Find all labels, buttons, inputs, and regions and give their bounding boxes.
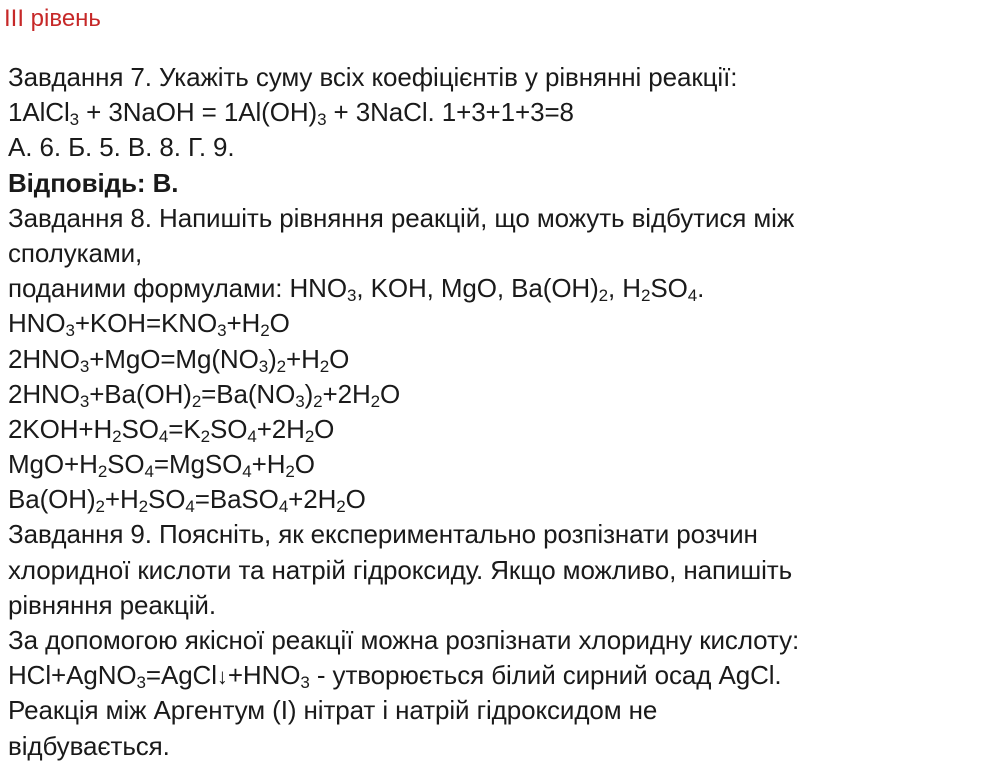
text-segment: +MgO=Mg(NO: [89, 343, 259, 374]
text-segment: сполуками,: [8, 237, 143, 268]
text-segment: =AgCl: [145, 660, 217, 691]
subscript: 4: [158, 426, 169, 446]
subscript: 2: [191, 391, 202, 411]
subscript: 4: [278, 497, 289, 517]
text-line-task8-eq-1: [8, 306, 988, 341]
text-segment: рівняння реакцій.: [8, 589, 216, 620]
text-segment: +H: [226, 308, 261, 339]
text-segment: + 3NaCl. 1+3+1+3=8: [326, 97, 574, 128]
text-line-task8-eq-2: [8, 342, 988, 377]
text-segment: - утворюється білий сирний осад AgCl.: [309, 660, 782, 691]
subscript: 2: [276, 356, 286, 376]
subscript: 2: [319, 356, 330, 376]
text-segment: хлоридної кислоти та натрій гідроксиду. Якщо можливо, напишіть: [8, 554, 793, 585]
text-segment: Реакція між Аргентум (I) нітрат і натрій гідроксидом не: [8, 695, 658, 726]
text-segment: Завдання 9. Поясніть, як експериментально розпізнати розчин: [8, 519, 758, 550]
subscript: 3: [217, 321, 227, 341]
subscript: 3: [346, 286, 357, 306]
text-line-task9-question-2: [8, 553, 988, 588]
text-segment: відбувається.: [8, 730, 170, 761]
text-line-task9-answer-4: [8, 729, 988, 764]
text-segment: =K: [168, 413, 201, 444]
subscript: 4: [144, 462, 154, 482]
text-line-task8-question-2: [8, 236, 988, 271]
text-segment: ): [304, 378, 314, 409]
subscript: 4: [687, 286, 698, 306]
subscript: 4: [247, 426, 257, 446]
subscript: 3: [258, 356, 269, 376]
text-segment: За допомогою якісної реакції можна розпізнати хлоридну кислоту:: [8, 625, 800, 655]
text-line-task9-question-3: [8, 588, 988, 623]
subscript: 3: [317, 110, 327, 130]
text-segment: O: [379, 378, 401, 409]
text-segment: HCl+AgNO: [8, 660, 137, 691]
subscript: 2: [336, 497, 346, 517]
text-line-task8-eq-4: [8, 412, 988, 447]
text-line-task7-question: [8, 60, 988, 95]
subscript: 3: [65, 321, 75, 341]
text-segment: +2H: [288, 484, 337, 515]
subscript: 2: [598, 286, 609, 306]
text-segment: Відповідь: В.: [8, 167, 179, 198]
text-line-task8-eq-5: [8, 447, 988, 482]
text-line-task7-options: [8, 130, 988, 165]
text-segment: 2HNO: [8, 343, 80, 374]
precipitate-arrow: ↓: [216, 664, 228, 690]
text-segment: O: [314, 413, 335, 444]
subscript: 2: [313, 391, 323, 411]
text-line-task8-eq-3: [8, 377, 988, 412]
text-segment: +H: [104, 484, 139, 515]
text-segment: + 3NaOH = 1Al(OH): [79, 97, 318, 128]
text-segment: =MgSO: [153, 449, 243, 480]
subscript: 3: [69, 110, 79, 130]
subscript: 4: [185, 497, 195, 517]
subscript: 2: [370, 391, 380, 411]
text-segment: O: [345, 484, 366, 515]
text-segment: O: [329, 343, 350, 374]
text-segment: поданими формулами: HNO: [8, 273, 347, 304]
text-segment: , H: [608, 273, 641, 304]
text-segment: SO: [209, 413, 248, 444]
subscript: 2: [285, 462, 295, 482]
text-segment: +Ba(OH): [89, 378, 192, 409]
text-segment: Ba(OH): [8, 484, 96, 515]
text-line-task9-question-1: [8, 517, 988, 552]
text-segment: Завдання 8. Напишіть рівняння реакцій, що можуть відбутися між: [8, 202, 795, 233]
text-segment: +2H: [256, 413, 305, 444]
text-segment: ): [268, 343, 277, 374]
text-line-task9-answer-2: [8, 658, 988, 693]
text-segment: O: [294, 449, 315, 480]
subscript: 3: [300, 673, 310, 693]
subscript: 3: [295, 391, 305, 411]
text-segment: SO: [650, 273, 688, 304]
text-segment: .: [697, 273, 705, 304]
text-segment: 2KOH+H: [8, 413, 113, 444]
subscript: 3: [79, 391, 90, 411]
text-line-task7-answer: [8, 166, 988, 201]
text-line-task7-equation: [8, 95, 988, 130]
text-segment: =Ba(NO: [201, 378, 296, 409]
text-segment: O: [269, 308, 290, 339]
subscript: 2: [95, 497, 105, 517]
text-segment: А. 6. Б. 5. В. 8. Г. 9.: [8, 132, 235, 163]
text-line-task8-eq-6: [8, 482, 988, 517]
text-segment: +H: [251, 449, 286, 480]
text-line-task8-question-1: [8, 201, 988, 236]
text-segment: SO: [121, 413, 159, 444]
text-segment: +KOH=KNO: [74, 308, 218, 339]
text-line-task9-answer-3: [8, 693, 988, 728]
subscript: 2: [138, 497, 149, 517]
text-segment: , KOH, MgO, Ba(OH): [356, 273, 599, 304]
subscript: 3: [79, 356, 90, 376]
text-segment: HNO: [8, 308, 66, 339]
text-segment: MgO+H: [8, 449, 98, 480]
text-segment: 1AlCl: [8, 97, 70, 128]
text-segment: 2HNO: [8, 378, 80, 409]
subscript: 2: [260, 321, 270, 341]
subscript: 2: [112, 426, 122, 446]
subscript: 3: [136, 673, 146, 693]
subscript: 2: [200, 426, 210, 446]
text-segment: =BaSO: [194, 484, 279, 515]
text-segment: +HNO: [227, 660, 301, 691]
level-heading: III рівень: [4, 5, 101, 32]
subscript: 2: [97, 462, 108, 482]
text-line-task8-question-3: [8, 271, 988, 306]
text-segment: SO: [107, 449, 145, 480]
subscript: 2: [640, 286, 651, 306]
text-line-task9-answer-1: [8, 623, 988, 658]
subscript: 2: [304, 426, 315, 446]
text-segment: SO: [148, 484, 186, 515]
text-segment: +2H: [322, 378, 371, 409]
subscript: 4: [242, 462, 252, 482]
text-segment: Завдання 7. Укажіть суму всіх коефіцієнтів у рівнянні реакції:: [8, 62, 738, 92]
text-segment: +H: [285, 343, 320, 374]
document-body: [8, 60, 988, 764]
